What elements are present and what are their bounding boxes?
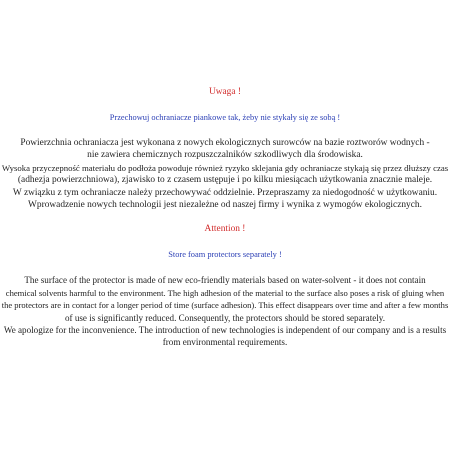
english-warning-heading: Attention ! [204,224,246,235]
polish-line: nie zawiera chemicznych rozpuszczalników szkodliwych dla środowiska. [87,150,363,161]
english-line: The surface of the protector is made of new eco-friendly materials based on water-solvent - it does not contain [24,275,426,286]
polish-line: Wprowadzenie nowych technologii jest niezależne od naszej firmy i wynika z wymogów ekologicznych. [28,200,422,211]
english-storage-notice: Store foam protectors separately ! [168,250,282,260]
polish-line: (adhezja powierzchniowa), zjawisko to z czasem ustępuje i po kilku miesiącach użytkowania znacznie maleje. [17,175,433,186]
polish-line: Wysoka przyczepność materiału do podłoża powoduje również ryzyko sklejania gdy ochraniacze stykają się przez dłuższy czas [1,162,449,173]
polish-warning-heading: Uwaga ! [208,87,242,97]
polish-body-text [0,137,450,211]
polish-line: Powierzchnia ochraniacza jest wykonana z nowych ekologicznych surowców na bazie roztworów wodnych - [20,138,430,148]
english-body-text [0,274,450,348]
english-line: of use is significantly reduced. Consequently, the protectors should be stored separately. [64,312,386,323]
english-line: chemical solvents harmful to the environment. The high adhesion of the material to the surface also poses a risk of gluing when [5,287,445,298]
polish-storage-notice: Przechowuj ochraniacze piankowe tak, żeby nie stykały się ze sobą ! [109,113,341,122]
english-line: from environmental requirements. [162,337,288,348]
english-line: the protectors are in contact for a longer period of time (surface adhesion). This effect disappears over time and after a few months [1,300,449,311]
english-line: We apologize for the inconvenience. The introduction of new technologies is independent of our company and is a results [3,325,447,336]
polish-line: W związku z tym ochraniacze należy przechowywać oddzielnie. Przepraszamy za niedogodność w użytkowaniu. [12,187,438,198]
